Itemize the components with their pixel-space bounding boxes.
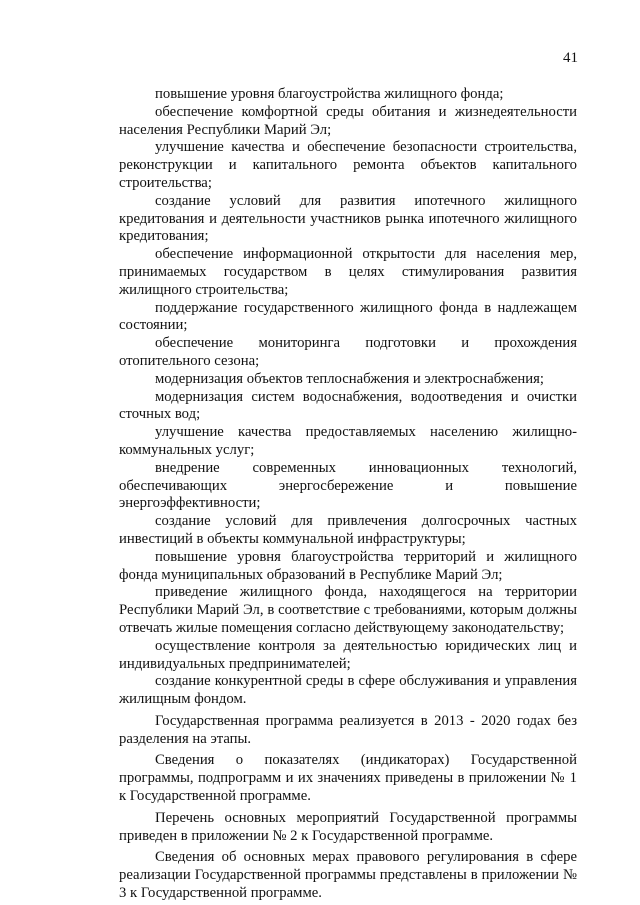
paragraph: создание условий для развития ипотечного жилищного кредитования и деятельности участников рынка ипотечного жилищного кредитования; — [119, 192, 577, 245]
paragraph: обеспечение информационной открытости для населения мер, принимаемых государством в целях стимулирования развития жилищного строительства; — [119, 246, 577, 298]
paragraph: Сведения о показателях (индикаторах) Государственной программы, подпрограмм и их значениях приведены в приложении № 1 к Государственной программе. — [119, 752, 577, 805]
paragraph: модернизация объектов теплоснабжения и электроснабжения; — [155, 370, 544, 387]
paragraph: осуществление контроля за деятельностью юридических лиц и индивидуальных предпринимателей; — [119, 637, 577, 672]
paragraph: Перечень основных мероприятий Государственной программы приведен в приложении № 2 к Государственной программе. — [119, 809, 577, 844]
paragraph: Государственная программа реализуется в 2013 - 2020 годах без разделения на этапы. — [119, 712, 577, 747]
page-number: 41 — [563, 50, 578, 66]
paragraph: обеспечение мониторинга подготовки и прохождения отопительного сезона; — [119, 335, 577, 369]
paragraph: внедрение современных инновационных технологий, обеспечивающих энергосбережение и повышение энергоэффективности; — [119, 459, 577, 512]
paragraph: создание конкурентной среды в сфере обслуживания и управления жилищным фондом. — [119, 673, 577, 708]
paragraph: улучшение качества и обеспечение безопасности строительства, реконструкции и капитального ремонта объектов капитального строительства; — [119, 139, 577, 191]
paragraph: обеспечение комфортной среды обитания и жизнедеятельности населения Республики Марий Эл; — [119, 103, 577, 138]
paragraph: Сведения об основных мерах правового регулирования в сфере реализации Государственной программы представлены в приложении № 3 к Государственной программе. — [119, 849, 577, 902]
document-body — [119, 86, 577, 903]
paragraph: создание условий для привлечения долгосрочных частных инвестиций в объекты коммунальной инфраструктуры; — [119, 513, 577, 547]
paragraph: повышение уровня благоустройства территорий и жилищного фонда муниципальных образований в Республике Марий Эл; — [119, 548, 577, 583]
paragraph: повышение уровня благоустройства жилищного фонда; — [155, 86, 504, 102]
paragraph: улучшение качества предоставляемых населению жилищно-коммунальных услуг; — [119, 424, 577, 458]
paragraph: приведение жилищного фонда, находящегося на территории Республики Марий Эл, в соответствие с требованиями, которым должны отвечать жилые помещения согласно действующему законодательству; — [119, 584, 577, 636]
paragraph: поддержание государственного жилищного фонда в надлежащем состоянии; — [119, 299, 577, 334]
paragraph: модернизация систем водоснабжения, водоотведения и очистки сточных вод; — [119, 388, 577, 423]
